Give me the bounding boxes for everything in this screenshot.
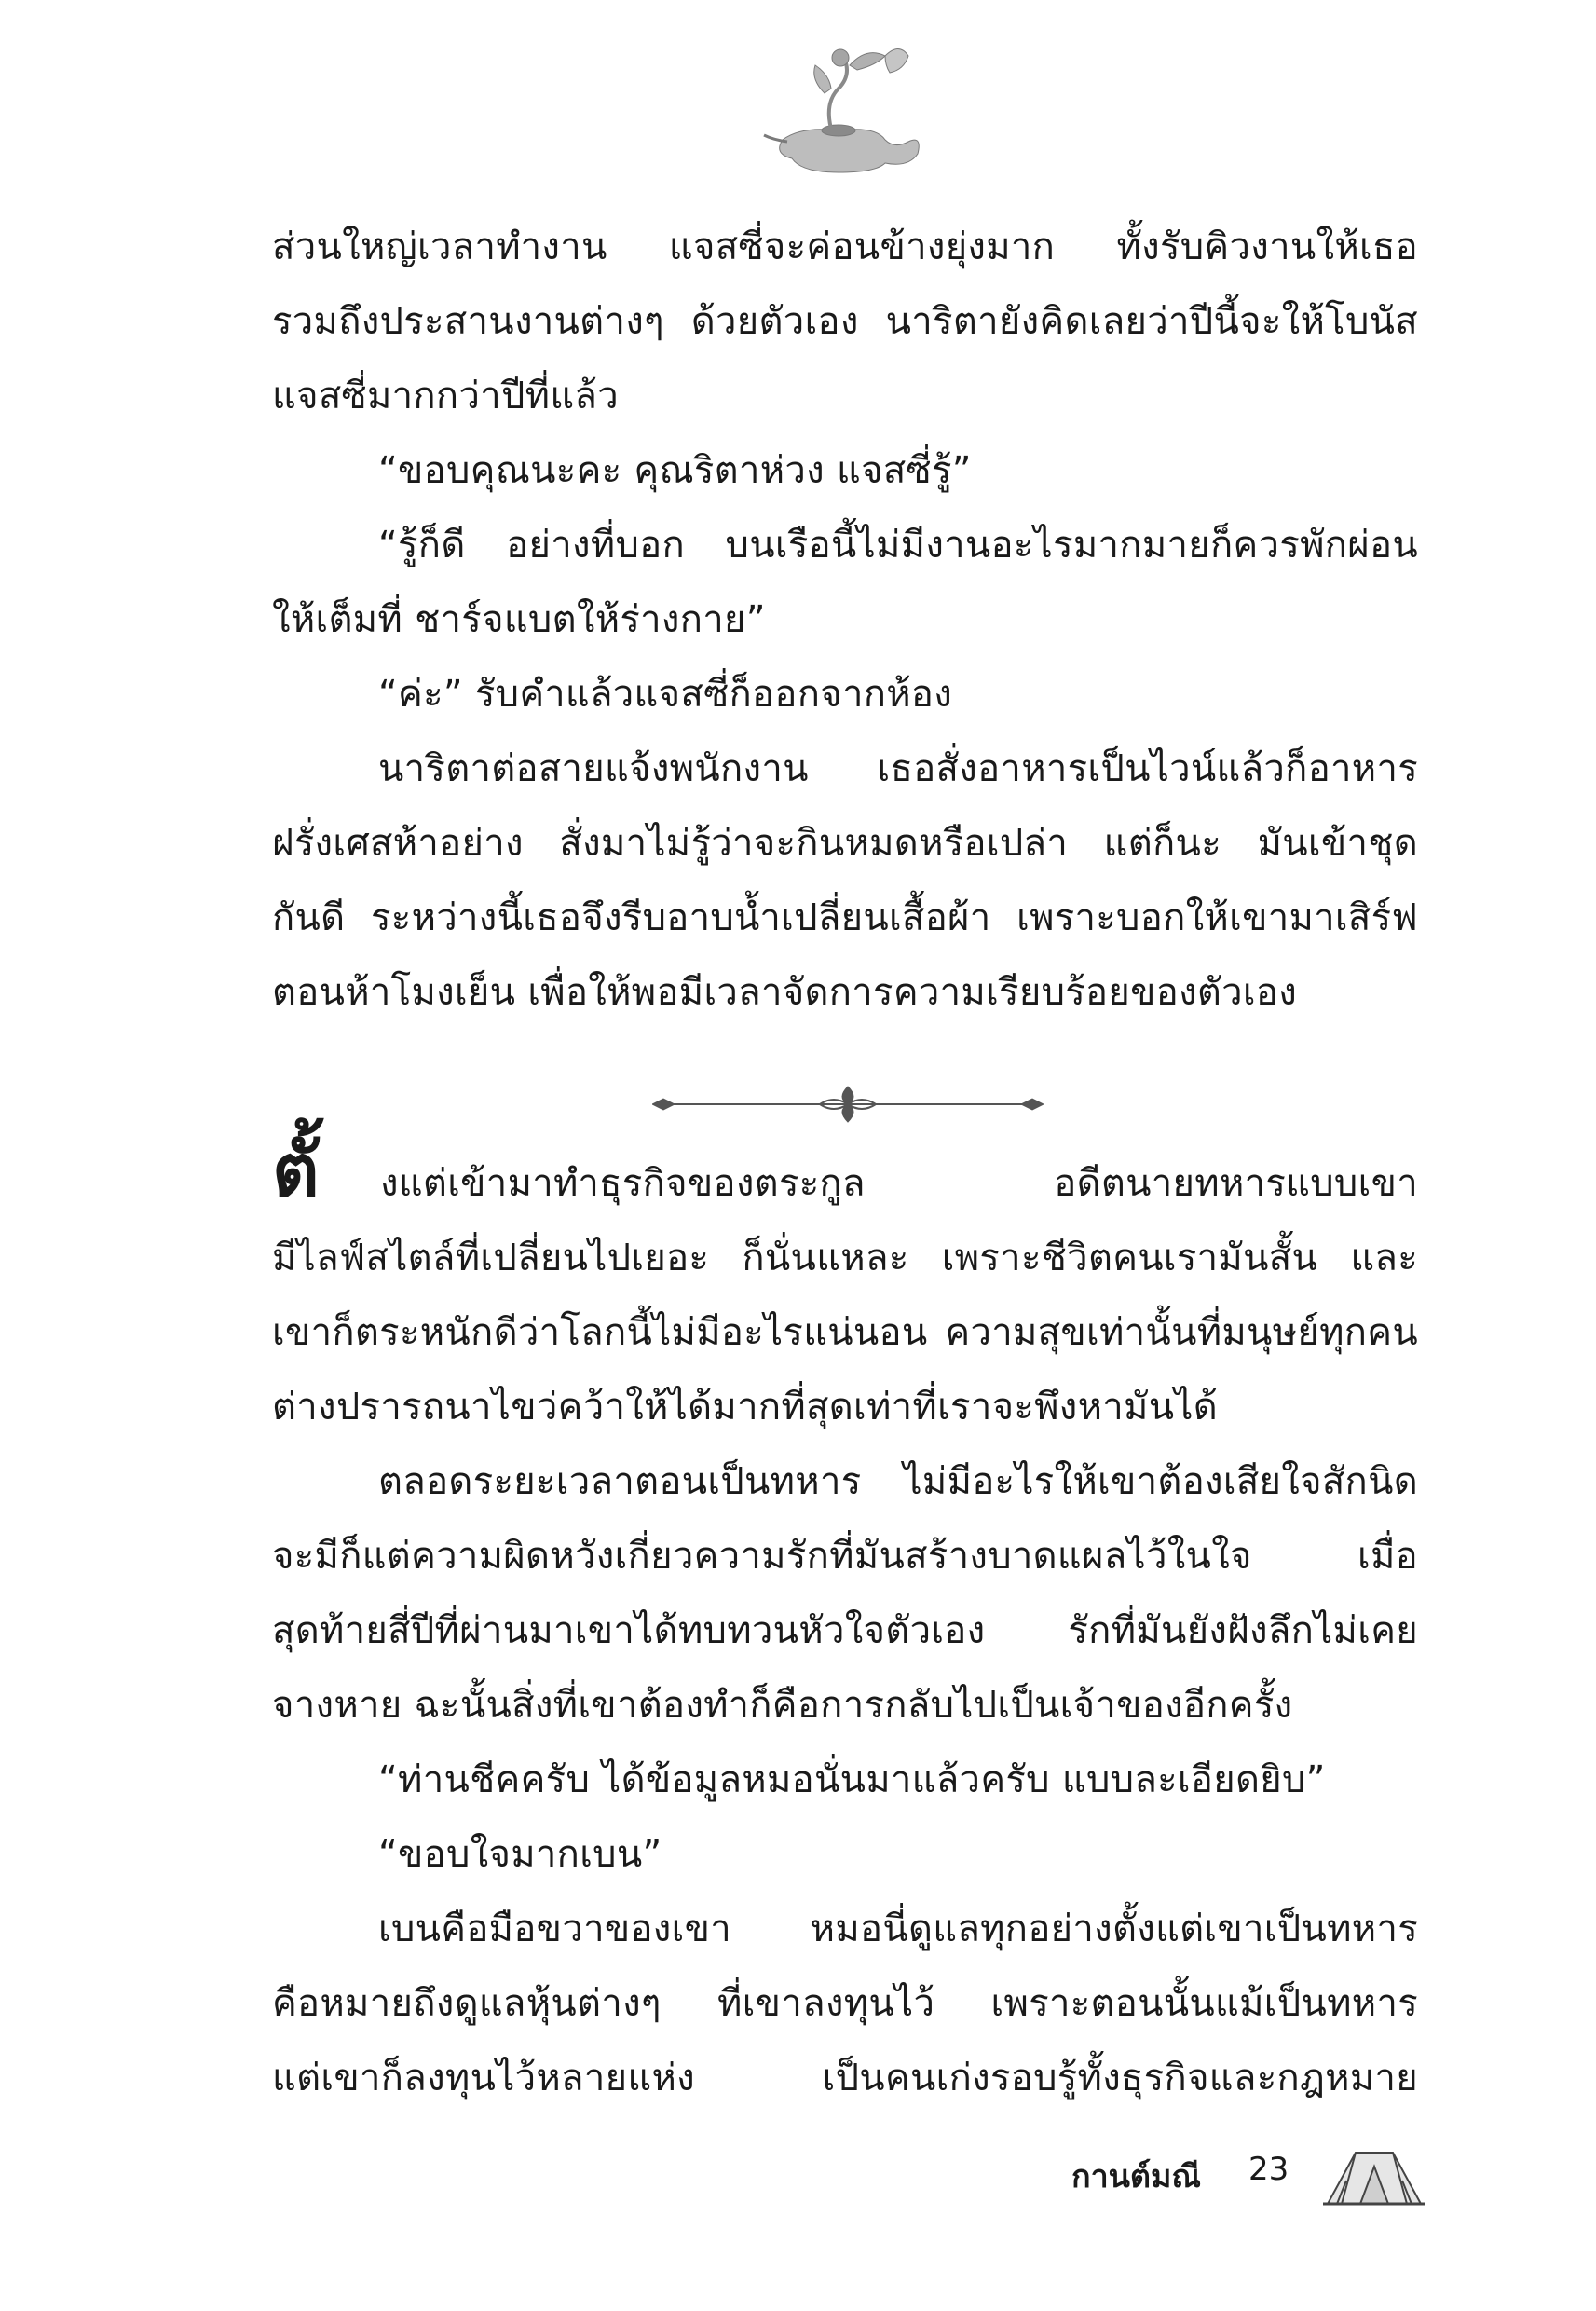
text-line: มีไลฟ์สไตล์ที่เปลี่ยนไปเยอะ ก็นั่นแหละ เพราะชีวิตคนเรามันสั้น และ [272,1237,1418,1279]
text-line: จะมีก็แต่ความผิดหวังเกี่ยวความรักที่มันสร้างบาดแผลไว้ในใจ เมื่อ [272,1535,1418,1578]
first-line-text: งแต่เข้ามาทำธุรกิจของตระกูล อดีตนายทหารแบบเขา [380,1162,1418,1205]
text-line: “ขอบใจมากเบน” [378,1833,662,1876]
drop-cap: ตั้ [272,1129,320,1213]
text-line: ตอนห้าโมงเย็น เพื่อให้พอมีเวลาจัดการความเรียบร้อยของตัวเอง [272,971,1298,1014]
text-line: สุดท้ายสี่ปีที่ผ่านมาเขาได้ทบทวนหัวใจตัวเอง รักที่มันยังฝังลึกไม่เคย [272,1609,1418,1652]
page-number: 23 [1248,2151,1289,2188]
text-line: คือหมายถึงดูแลหุ้นต่างๆ ที่เขาลงทุนไว้ เพราะตอนนั้นแม้เป็นทหาร [272,1982,1418,2025]
text-line: เบนคือมือขวาของเขา หมอนี่ดูแลทุกอย่างตั้งแต่เขาเป็นทหาร [378,1908,1418,1950]
text-line: “รู้ก็ดี อย่างที่บอก บนเรือนี้ไม่มีงานอะไรมากมายก็ควรพักผ่อน [378,524,1418,567]
paragraph-block-2 [272,1129,1418,2115]
text-line: แต่เขาก็ลงทุนไว้หลายแห่ง เป็นคนเก่งรอบรู้ทั้งธุรกิจและกฎหมาย [272,2057,1418,2099]
text-line: แจสซี่มากกว่าปีที่แล้ว [272,375,619,417]
author-name: กานต์มณี [1071,2158,1201,2195]
text-line: กันดี ระหว่างนี้เธอจึงรีบอาบน้ำเปลี่ยนเสื้อผ้า เพราะบอกให้เขามาเสิร์ฟ [272,896,1418,939]
text-line: ส่วนใหญ่เวลาทำงาน แจสซี่จะค่อนข้างยุ่งมาก ทั้งรับคิวงานให้เธอ [272,226,1418,268]
text-line: “ขอบคุณนะคะ คุณริตาห่วง แจสซี่รู้” [378,449,972,492]
tent-icon [1323,2143,1425,2208]
text-line: “ท่านชีคครับ ได้ข้อมูลหมอนั่นมาแล้วครับ แบบละเอียดยิบ” [378,1758,1326,1801]
text-line: ให้เต็มที่ ชาร์จแบตให้ร่างกาย” [272,598,766,641]
text-line: ฝรั่งเศสห้าอย่าง สั่งมาไม่รู้ว่าจะกินหมดหรือเปล่า แต่ก็นะ มันเข้าชุด [272,822,1418,865]
text-line: “ค่ะ” รับคำแล้วแจสซี่ก็ออกจากห้อง [378,673,953,716]
text-line: ตลอดระยะเวลาตอนเป็นทหาร ไม่มีอะไรให้เขาต้องเสียใจสักนิด [378,1460,1418,1503]
text-line: นาริตาต่อสายแจ้งพนักงาน เธอสั่งอาหารเป็นไวน์แล้วก็อาหาร [378,747,1418,790]
text-line-dropcap [272,1129,1418,1221]
text-line: เขาก็ตระหนักดีว่าโลกนี้ไม่มีอะไรแน่นอน ความสุขเท่านั้นที่มนุษย์ทุกคน [272,1311,1418,1354]
flourish-divider-icon [652,1081,1044,1128]
text-line: ต่างปรารถนาไขว่คว้าให้ได้มากที่สุดเท่าที่เราจะพึงหามันได้ [272,1386,1219,1429]
text-line: รวมถึงประสานงานต่างๆ ด้วยตัวเอง นาริตายังคิดเลยว่าปีนี้จะให้โบนัส [272,300,1418,343]
page-footer [1071,2143,1463,2218]
genie-lamp-ornament-icon [745,37,941,177]
paragraph-block-1 [272,210,1418,1030]
text-line: จางหาย ฉะนั้นสิ่งที่เขาต้องทำก็คือการกลับไปเป็นเจ้าของอีกครั้ง [272,1684,1293,1727]
